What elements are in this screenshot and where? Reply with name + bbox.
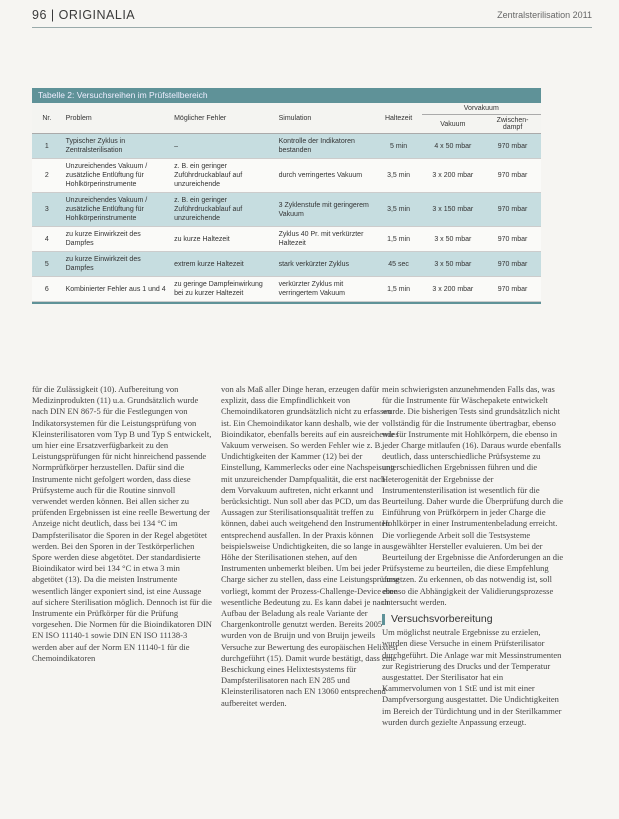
- table-body: [32, 134, 541, 302]
- column-2-text: von als Maß aller Dinge heran, erzeugen dafür explizit, dass die Empfindlichkeit von Chemoindikatoren grundsätzlich nicht zu erfassen ist. Ein Chemoindikator kann deshalb, wie der Bioindikator, ebenfalls bereits auf ein ausreichendes Vakuum verweisen. So werden Fehler wie z. B. Undichtigkeiten der Kammer (12) bei der Einstellung, Kammerlecks oder eine Nachspeisung mit unzureichender Dampfqualität, die erst nach dem Vorvakuum auftreten, nicht erkannt und berücksichtigt. Nun soll aber das PCD, um das Aussagen zur Sterilisationsqualität treffen zu können, dabei auch weitgehend den Instrumenten entsprechend ausfallen. In der Praxis können beispielsweise Undichtigkeiten, die so lange in Höhe der Sterilisationen stehen, auf den Instrumenten unbemerkt bleiben. Um bei jeder Charge sicher zu stellen, dass eine Leistungsprüfung vorliegt, kommt der Prozess-Challenge-Device eine wesentliche Bedeutung zu. Es kann dabei je nach Aufbau der Beladung als reale Variante der Chargenkontrolle genutzt werden. Bereits 2005 wurden von de Bruijn und von Bruijn jeweils Versuche zur Bewertung des europäischen Helixtest durchgeführt (15). Damit wurde bestätigt, dass eine Beschickung eines Helixtestsystems für Dampfsterilisatoren nach EN 285 und Kleinsterilisatoren nach EN 13060 entsprechend aufbereitet werden.: [221, 384, 400, 708]
- cell-problem: Typischer Zyklus in Zentralsterilisation: [62, 134, 170, 159]
- results-table: [32, 103, 541, 302]
- table-row: [32, 252, 541, 277]
- col-header-nr: Nr.: [32, 103, 62, 134]
- cell-haltezeit: 5 min: [376, 134, 422, 159]
- cell-fehler: extrem kurze Haltezeit: [170, 252, 275, 277]
- table-row: [32, 134, 541, 159]
- cell-nr: 2: [32, 159, 62, 193]
- cell-zwischendampf: 970 mbar: [484, 227, 541, 252]
- table-row: [32, 193, 541, 227]
- cell-simulation: stark verkürzter Zyklus: [275, 252, 376, 277]
- cell-simulation: Kontrolle der Indikatoren bestanden: [275, 134, 376, 159]
- cell-fehler: zu geringe Dampfeinwirkung bei zu kurzer Haltezeit: [170, 277, 275, 302]
- col-header-vakuum: Vakuum: [422, 115, 485, 134]
- cell-problem: zu kurze Einwirkzeit des Dampfes: [62, 227, 170, 252]
- cell-simulation: Zyklus 40 Pr. mit verkürzter Haltezeit: [275, 227, 376, 252]
- page-header: [32, 8, 592, 26]
- col-header-vorvakuum: Vorvakuum: [422, 103, 541, 115]
- cell-fehler: z. B. ein geringer Zuführdruckablauf auf unzureichende: [170, 159, 275, 193]
- cell-simulation: 3 Zyklenstufe mit geringerem Vakuum: [275, 193, 376, 227]
- col-header-simulation: Simulation: [275, 103, 376, 134]
- section-heading: Versuchsvorbereitung: [382, 614, 564, 625]
- cell-problem: Unzureichendes Vakuum / zusätzliche Entlüftung für Hohlkörperinstrumente: [62, 193, 170, 227]
- cell-zwischendampf: 970 mbar: [484, 277, 541, 302]
- table-bottom-rule: [32, 302, 541, 304]
- table-row: [32, 277, 541, 302]
- cell-vakuum: 3 x 50 mbar: [422, 252, 485, 277]
- cell-simulation: durch verringertes Vakuum: [275, 159, 376, 193]
- cell-haltezeit: 3,5 min: [376, 193, 422, 227]
- column-3-paragraph-1: mein schwierigsten anzunehmenden Falls das, was für die Instrumente für Wäschepakete entwickelt wurde. Die bisherigen Tests sind grundsätzlich nicht vollständig für die Instrumente übertragbar, ebenso wie für Instrumente mit Hohlkörpern, die ebenso in jeder Charge mitlaufen (16). Daraus wurde ebenfalls deutlich, dass unterschiedliche Prüfsysteme zu unterschiedlichen Ergebnissen führen und die Heterogenität der Ergebnisse der Instrumentensterilisation ist wesentlich für die Beurteilung. Daher wurde die Überprüfung durch die Einführung von Prüfkörpern in jeder Charge die Hohlkörper in einer Instrumentenbeladung erreicht. Die vorliegende Arbeit soll die Testsysteme ausgewählter Hersteller evaluieren. Um bei der Beurteilung der Ergebnisse die Anforderungen an die Prüfsysteme zu beurteilen, die diese Empfehlung umsetzen. Zu erkennen, ob das notwendig ist, soll ebenso die Abhängigkeit der Validierungsprozesse untersucht werden.: [382, 384, 564, 607]
- col-header-problem: Problem: [62, 103, 170, 134]
- cell-fehler: –: [170, 134, 275, 159]
- body-column-3: [382, 384, 564, 728]
- cell-fehler: zu kurze Haltezeit: [170, 227, 275, 252]
- table-2: [32, 88, 541, 304]
- body-column-2: [221, 384, 401, 709]
- column-1-text: für die Zulässigkeit (10). Aufbereitung von Medizinprodukten (11) u.a. Grundsätzlich wurde nach DIN EN 867-5 für die Festlegungen von Indikatorsystemen für die Leistungsprüfung von Kleinsterilisatoren vom Typ B und Typ S entwickelt, um hier eine Ersatzverfügbarkeit zu den Leistungsprüfungen für nicht hinreichend passende Normprüfkörper herzustellen. Dafür sind die Instrumente nicht gefolgert worden, dass diese Prüfsysteme auch für die Routine sinnvoll verwendet werden können. Bei allen sicher zu prüfenden Ergebnissen ist eine reelle Bewertung der Anzeige nicht deutlich, dass bei 134 °C im Dampfsterilisator die Sporen in der Regel abgetötet werden. Bei den Sporen in der Testkörperlichen Spore werden diese abgetötet. Der standardisierte Bioindikator wird bei 134 °C in etwa 3 min abgetötet (13). Da die meisten Instrumente wesentlich länger exponiert sind, ist eine Aussage auf sichere Sterilisation möglich. Dennoch ist für die Instrumente ein Prüfkörper für die Prüfung vorgesehen. Die Normen für die Bioindikatoren DIN EN ISO 11140-1 sowie DIN EN ISO 11138-3 werden aber auf der Norm EN 11140-1 für die Chemoindikatoren: [32, 384, 212, 663]
- cell-problem: Kombinierter Fehler aus 1 und 4: [62, 277, 170, 302]
- cell-zwischendampf: 970 mbar: [484, 134, 541, 159]
- cell-nr: 5: [32, 252, 62, 277]
- cell-nr: 1: [32, 134, 62, 159]
- cell-haltezeit: 3,5 min: [376, 159, 422, 193]
- cell-nr: 4: [32, 227, 62, 252]
- column-3-paragraph-2: Um möglichst neutrale Ergebnisse zu erzielen, wurden diese Versuche in einem Prüfsterilisator durchgeführt. Die Anlage war mit Messinstrumenten zur Registrierung des Drucks und der Temperatur ausgestattet. Der Sterilisator hat ein Kammervolumen von 1 StE und ist mit einer Dampfversorgung ausgestattet. Die Undichtigkeiten im Bereich der Türdichtung und in der Sterilkammer wurden durch gezielte Anpassung erzeugt.: [382, 627, 562, 727]
- cell-nr: 6: [32, 277, 62, 302]
- cell-simulation: verkürzter Zyklus mit verringertem Vakuum: [275, 277, 376, 302]
- table-row: [32, 159, 541, 193]
- col-header-zwischendampf: Zwischen-dampf: [484, 115, 541, 134]
- cell-problem: zu kurze Einwirkzeit des Dampfes: [62, 252, 170, 277]
- cell-fehler: z. B. ein geringer Zuführdruckablauf auf unzureichende: [170, 193, 275, 227]
- journal-reference: Zentralsterilisation 2011: [497, 10, 592, 20]
- cell-zwischendampf: 970 mbar: [484, 252, 541, 277]
- cell-problem: Unzureichendes Vakuum / zusätzliche Entlüftung für Hohlkörperinstrumente: [62, 159, 170, 193]
- cell-vakuum: 3 x 50 mbar: [422, 227, 485, 252]
- cell-haltezeit: 1,5 min: [376, 227, 422, 252]
- page-number-section: 96 | ORIGINALIA: [32, 8, 136, 22]
- cell-vakuum: 3 x 200 mbar: [422, 159, 485, 193]
- cell-zwischendampf: 970 mbar: [484, 193, 541, 227]
- cell-vakuum: 3 x 150 mbar: [422, 193, 485, 227]
- cell-haltezeit: 1,5 min: [376, 277, 422, 302]
- table-row: [32, 227, 541, 252]
- cell-haltezeit: 45 sec: [376, 252, 422, 277]
- cell-vakuum: 3 x 200 mbar: [422, 277, 485, 302]
- cell-nr: 3: [32, 193, 62, 227]
- cell-vakuum: 4 x 50 mbar: [422, 134, 485, 159]
- table-title: Tabelle 2: Versuchsreihen im Prüfstellbereich: [32, 88, 541, 103]
- col-header-fehler: Möglicher Fehler: [170, 103, 275, 134]
- col-header-haltezeit: Haltezeit: [376, 103, 422, 134]
- header-rule: [32, 27, 592, 28]
- body-column-1: [32, 384, 212, 664]
- cell-zwischendampf: 970 mbar: [484, 159, 541, 193]
